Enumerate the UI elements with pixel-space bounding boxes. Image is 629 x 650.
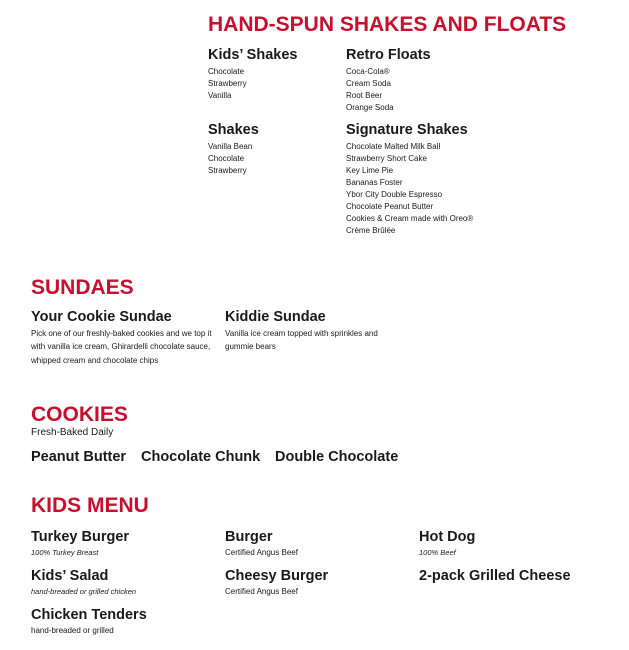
your-cookie-sundae	[31, 310, 214, 367]
list-item: Strawberry	[208, 165, 247, 175]
kids-shakes-heading: Kids’ Shakes	[208, 47, 298, 63]
cookies-title: COOKIES	[31, 403, 128, 426]
menu-item-note: 100% Beef	[419, 547, 456, 557]
list-item: Cream Soda	[346, 78, 391, 88]
cookies-subtitle: Fresh-Baked Daily	[31, 427, 114, 438]
retro-floats-heading: Retro Floats	[346, 47, 431, 63]
list-item: Chocolate	[208, 153, 245, 163]
kiddie-sundae-desc: Vanilla ice cream topped with sprinkles and gummie bears	[225, 328, 378, 352]
kiddie-sundae	[225, 310, 385, 354]
kiddie-sundae-heading: Kiddie Sundae	[225, 309, 326, 325]
kids-shakes-group	[208, 48, 297, 102]
list-item: Strawberry	[208, 78, 247, 88]
signature-shakes-heading: Signature Shakes	[346, 122, 468, 138]
menu-item-kids-salad	[31, 569, 136, 597]
shakes-heading: Shakes	[208, 122, 259, 138]
kids-shakes-list	[208, 66, 297, 102]
menu-item-name: Chicken Tenders	[31, 607, 147, 623]
menu-item-note: hand-breaded or grilled	[31, 625, 114, 635]
menu-item-name: Kids’ Salad	[31, 568, 109, 584]
list-item: Ybor City Double Espresso	[346, 189, 443, 199]
list-item: Cookies & Cream made with Oreo®	[346, 213, 474, 223]
list-item: Root Beer	[346, 90, 383, 100]
menu-item-note: 100% Turkey Breast	[31, 547, 99, 557]
menu-item-note: Certified Angus Beef	[225, 547, 298, 557]
menu-item-name: Hot Dog	[419, 529, 476, 545]
list-item: Chocolate Malted Milk Ball	[346, 141, 441, 151]
list-item: Chocolate Peanut Butter	[346, 201, 434, 211]
menu-item-burger	[225, 530, 298, 559]
signature-shakes-group	[346, 123, 473, 237]
shakes-list	[208, 141, 259, 177]
menu-item-grilled-cheese	[419, 569, 571, 585]
list-item: Vanilla Bean	[208, 141, 253, 151]
menu-item-note: Certified Angus Beef	[225, 586, 298, 596]
list-item: Chocolate	[208, 66, 245, 76]
cookie-item: Peanut Butter	[31, 449, 127, 465]
menu-item-hot-dog	[419, 530, 475, 558]
retro-floats-list	[346, 66, 431, 114]
menu-item-name: Turkey Burger	[31, 529, 130, 545]
cookie-item: Double Chocolate	[275, 449, 399, 465]
your-cookie-sundae-heading: Your Cookie Sundae	[31, 309, 172, 325]
signature-shakes-list	[346, 141, 473, 237]
retro-floats-group	[346, 48, 431, 114]
shakes-floats-title: HAND-SPUN SHAKES AND FLOATS	[208, 13, 567, 36]
sundaes-title: SUNDAES	[31, 276, 134, 299]
kids-menu-title: KIDS MENU	[31, 494, 149, 517]
list-item: Bananas Foster	[346, 177, 403, 187]
list-item: Orange Soda	[346, 102, 394, 112]
shakes-group	[208, 123, 259, 177]
list-item: Vanilla	[208, 90, 232, 100]
list-item: Strawberry Short Cake	[346, 153, 427, 163]
menu-item-note: hand-breaded or grilled chicken	[31, 586, 137, 596]
list-item: Coca-Cola®	[346, 66, 390, 76]
menu-item-turkey-burger	[31, 530, 129, 558]
menu-item-name: Burger	[225, 529, 273, 545]
menu-item-chicken-tenders	[31, 608, 147, 637]
list-item: Crème Brûlée	[346, 225, 396, 235]
menu-item-name: Cheesy Burger	[225, 568, 329, 584]
menu-item-name: 2-pack Grilled Cheese	[419, 568, 571, 584]
your-cookie-sundae-desc: Pick one of our freshly-baked cookies and we top it with vanilla ice cream, Ghirardelli chocolate sauce, whipped cream and chocolate chips	[31, 328, 212, 365]
menu-item-cheesy-burger	[225, 569, 328, 598]
list-item: Key Lime Pie	[346, 165, 394, 175]
cookie-item: Chocolate Chunk	[141, 449, 261, 465]
